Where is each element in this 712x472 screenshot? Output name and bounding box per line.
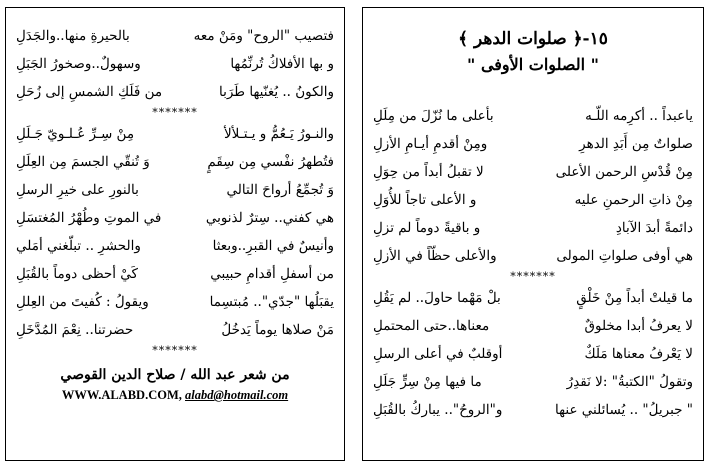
verse-hemistich-first: وتقولُ "الكتبةُ" :لا نَقدِرُ [566,374,693,390]
verse-hemistich-first: " جبريلُ" .. يُسائلني عنها [555,402,693,418]
right-poem-panel [362,7,704,461]
verse-line [6,78,344,106]
verse-line [6,50,344,78]
verse-hemistich-first: من أسفلِ أقدامِ حبيبي [210,266,334,282]
verse-hemistich-first: دائمةً أبدَ الآبادِ [615,220,693,236]
verse-hemistich-second: حضرتنا.. نِعْمَ المُدَّخَلِ [16,322,134,338]
verse-hemistich-second: و باقيةً دوماً لم تزلِ [373,220,481,236]
verse-hemistich-first: صلواتٌ مِن أَبَدِ الدهرِ [579,136,693,152]
verse-line [6,316,344,344]
verse-hemistich-first: يقبَلُها "جدّي".. مُبتسِما [209,294,334,310]
verse-hemistich-second: وسهولٌ..وصخورُ الجَبَلِ [16,56,141,72]
verse-hemistich-first: لا يعرفُ أبدا مخلوقٌ [584,318,693,334]
verse-hemistich-first: فتُطهرُ نفْسي مِن سِقَمٍ [207,154,334,170]
verse-line [6,260,344,288]
verse-line [363,214,703,242]
verse-hemistich-second: في الموتِ وطُهْرُ المُغتسَلِ [16,210,162,226]
verse-hemistich-second: ومِنْ أقدمِ أيـامِ الأزلِ [373,136,488,152]
verse-hemistich-first: والنـورُ يَـعُمُّ و يـتـلألأ [223,126,334,142]
verse-hemistich-first: هي أوفى صلواتِ المولى [556,248,693,264]
verse-line [363,102,703,130]
verse-line [6,22,344,50]
verse-line [6,288,344,316]
verse-hemistich-first: مِنْ قُدْسِ الرحمن الأعلى [555,164,693,180]
verse-hemistich-first: و بها الأفلاكُ تُرنِّمُها [230,56,334,72]
verse-hemistich-first: وَ تُجمِّعُ أرواحَ التالي [226,182,334,198]
right-verses [363,102,703,424]
left-poem-panel [5,7,345,461]
verse-hemistich-second: ما فيها مِنْ سِرٍّ جَلَلِ [373,374,482,390]
verse-hemistich-second: معناها..حتى المحتملِ [373,318,490,334]
verse-hemistich-second: بلْ مَهْما حاولَ.. لم يَقُلِ [373,290,501,306]
verse-hemistich-first: مِنْ ذاتِ الرحمنِ عليه [574,192,693,208]
verse-line [6,176,344,204]
email-link[interactable]: alabd@hotmail.com [185,388,289,402]
verse-hemistich-second: بأعلى ما نُزّلَ من مِلَلِ [373,108,494,124]
verse-hemistich-first: ما قيلتْ أبداً مِنْ خَلْقٍ [576,290,693,306]
stanza-separator: ******* [152,344,198,357]
verse-hemistich-second: و الأعلى تاجاً للأُوَلِ [373,192,477,208]
verse-hemistich-second: بالنورِ على خيرِ الرسلِ [16,182,139,198]
verse-hemistich-second: أوقلبٌ في أعلى الرسلِ [373,346,503,362]
verse-hemistich-first: مَنْ صلاها يوماً يَدخُلُ [221,322,334,338]
website-line [6,386,344,404]
verse-line [363,312,703,340]
left-verses [6,8,344,358]
verse-hemistich-first: فتصيب "الروح" ومَنْ معه [193,28,334,44]
verse-line [6,120,344,148]
verse-line [363,130,703,158]
verse-hemistich-second: وَ تُنقّي الجسمَ مِن العِلَلِ [16,154,150,170]
verse-line [363,340,703,368]
verse-hemistich-second: مِنْ سِـرِّ عُـلـويّ جَـلَلِ [16,126,135,142]
verse-line [363,158,703,186]
verse-hemistich-second: و"الروحُ".. يباركُ بالقُبَلِ [373,402,503,418]
verse-hemistich-second: من فَلَكِ الشمسِ إلى زُحَلِ [16,84,163,100]
verse-hemistich-second: والأعلى حظّاً في الأزلِ [373,248,497,264]
poem-subtitle: " الصلوات الأوفى " [467,55,599,74]
verse-hemistich-second: كَيْ أحظى دوماً بالقُبَلِ [16,266,138,282]
verse-line [363,242,703,270]
verse-hemistich-first: لا يَعْرفُ معناها مَلَكٌ [584,346,693,362]
verse-hemistich-second: والحشرِ .. تبلّغني أمَلي [16,238,141,254]
verse-hemistich-second: بالحيرةِ منها..والجَدَلِ [16,28,130,44]
verse-hemistich-second: ويقولُ : كُفيتَ من العِللِ [16,294,149,310]
verse-line [6,148,344,176]
stanza-separator: ******* [510,270,556,283]
poet-credit: من شعر عبد الله / صلاح الدين القوصي [60,367,290,383]
verse-hemistich-second: لا تقبلُ أبداً من حِوَلِ [373,164,484,180]
verse-line [363,396,703,424]
verse-line [6,204,344,232]
verse-line [363,186,703,214]
verse-line [363,368,703,396]
verse-line [6,232,344,260]
verse-hemistich-first: ياعبداً .. أكرِمه اللّـه [585,108,693,124]
verse-hemistich-first: هي كفني.. سِترٌ لذنوبي [205,210,334,226]
verse-hemistich-first: وأنيسٌ في القبرِ..وبعثا [212,238,334,254]
verse-line [363,284,703,312]
verse-hemistich-first: والكونُ .. يُغنّيها طَرَبا [218,84,334,100]
poem-title: ١٥-﴿ صلوات الدهر ﴾ [458,29,608,49]
stanza-separator: ******* [152,106,198,119]
website-link[interactable]: WWW.ALABD.COM, [61,388,182,402]
